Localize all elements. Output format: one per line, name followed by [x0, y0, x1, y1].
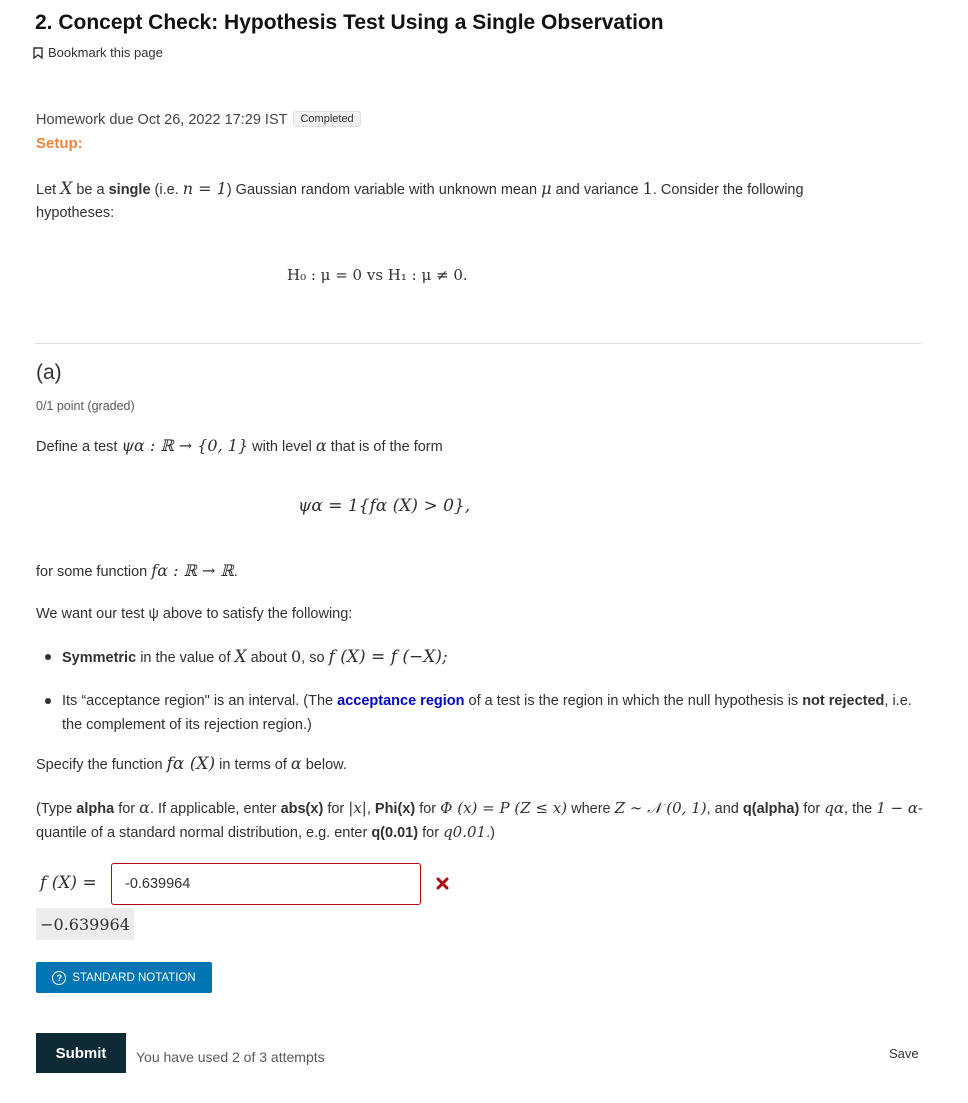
define-text: Define a test ψα : ℝ → {0, 1} with level α that is of the form: [36, 436, 443, 455]
question-circle-icon: ?: [52, 971, 66, 985]
answer-preview: −0.639964: [36, 908, 134, 940]
page-title: 2. Concept Check: Hypothesis Test Using a Single Observation: [35, 11, 664, 34]
bullet-dot: [45, 654, 51, 660]
status-badge: Completed: [293, 111, 360, 127]
setup-text: Let X be a single (i.e. n = 1) Gaussian random variable with unknown mean μ and variance 1. Consider the following: [36, 179, 804, 199]
type-instructions: (Type alpha for α. If applicable, enter abs(x) for |x|, Phi(x) for Φ (x) = P (Z ≤ x) where Z ∼ 𝒩 (0, 1), and q(alpha) for qα, the 1 − α-quantile of a standard normal distribution, e.g. enter q(0.01) for q0.01.): [36, 798, 923, 841]
acceptance-region-link[interactable]: acceptance region: [337, 693, 465, 709]
setup-label: Setup:: [36, 135, 83, 152]
due-text: Homework due Oct 26, 2022 17:29 IST: [36, 112, 288, 128]
want-text: We want our test ψ above to satisfy the following:: [36, 606, 353, 622]
standard-notation-label: STANDARD NOTATION: [72, 971, 196, 984]
part-label: (a): [36, 361, 62, 384]
hypotheses: H₀ : μ = 0 vs H₁ : μ ≠ 0.: [287, 266, 468, 284]
answer-label: f (X) =: [40, 873, 97, 893]
submit-button[interactable]: Submit: [36, 1033, 126, 1073]
bookmark-link[interactable]: [33, 45, 163, 60]
bullet-symmetric: Symmetric in the value of X about 0, so f (X) = f (−X);: [62, 647, 448, 667]
save-button[interactable]: Save: [889, 1046, 919, 1061]
bookmark-icon: [33, 47, 43, 59]
setup-text-cont: hypotheses:: [36, 205, 115, 221]
standard-notation-button[interactable]: [36, 962, 212, 993]
specify-text: Specify the function fα (X) in terms of α below.: [36, 754, 347, 774]
bullet-acceptance: Its “acceptance region" is an interval. (The acceptance region of a test is the region in which the null hypothesis is not rejected, i.e. the complement of its rejection region.): [62, 693, 912, 733]
answer-input[interactable]: -0.639964: [111, 863, 421, 905]
incorrect-icon: [436, 877, 449, 890]
psi-definition: ψα = 1{fα (X) > 0},: [298, 496, 471, 516]
bullet-dot: [45, 698, 51, 704]
some-function-text: for some function fα : ℝ → ℝ.: [36, 561, 238, 580]
attempts-text: You have used 2 of 3 attempts: [136, 1049, 325, 1065]
points-text: 0/1 point (graded): [36, 399, 135, 413]
bookmark-label: Bookmark this page: [48, 45, 163, 60]
due-status: [36, 111, 361, 128]
divider: [35, 343, 921, 344]
